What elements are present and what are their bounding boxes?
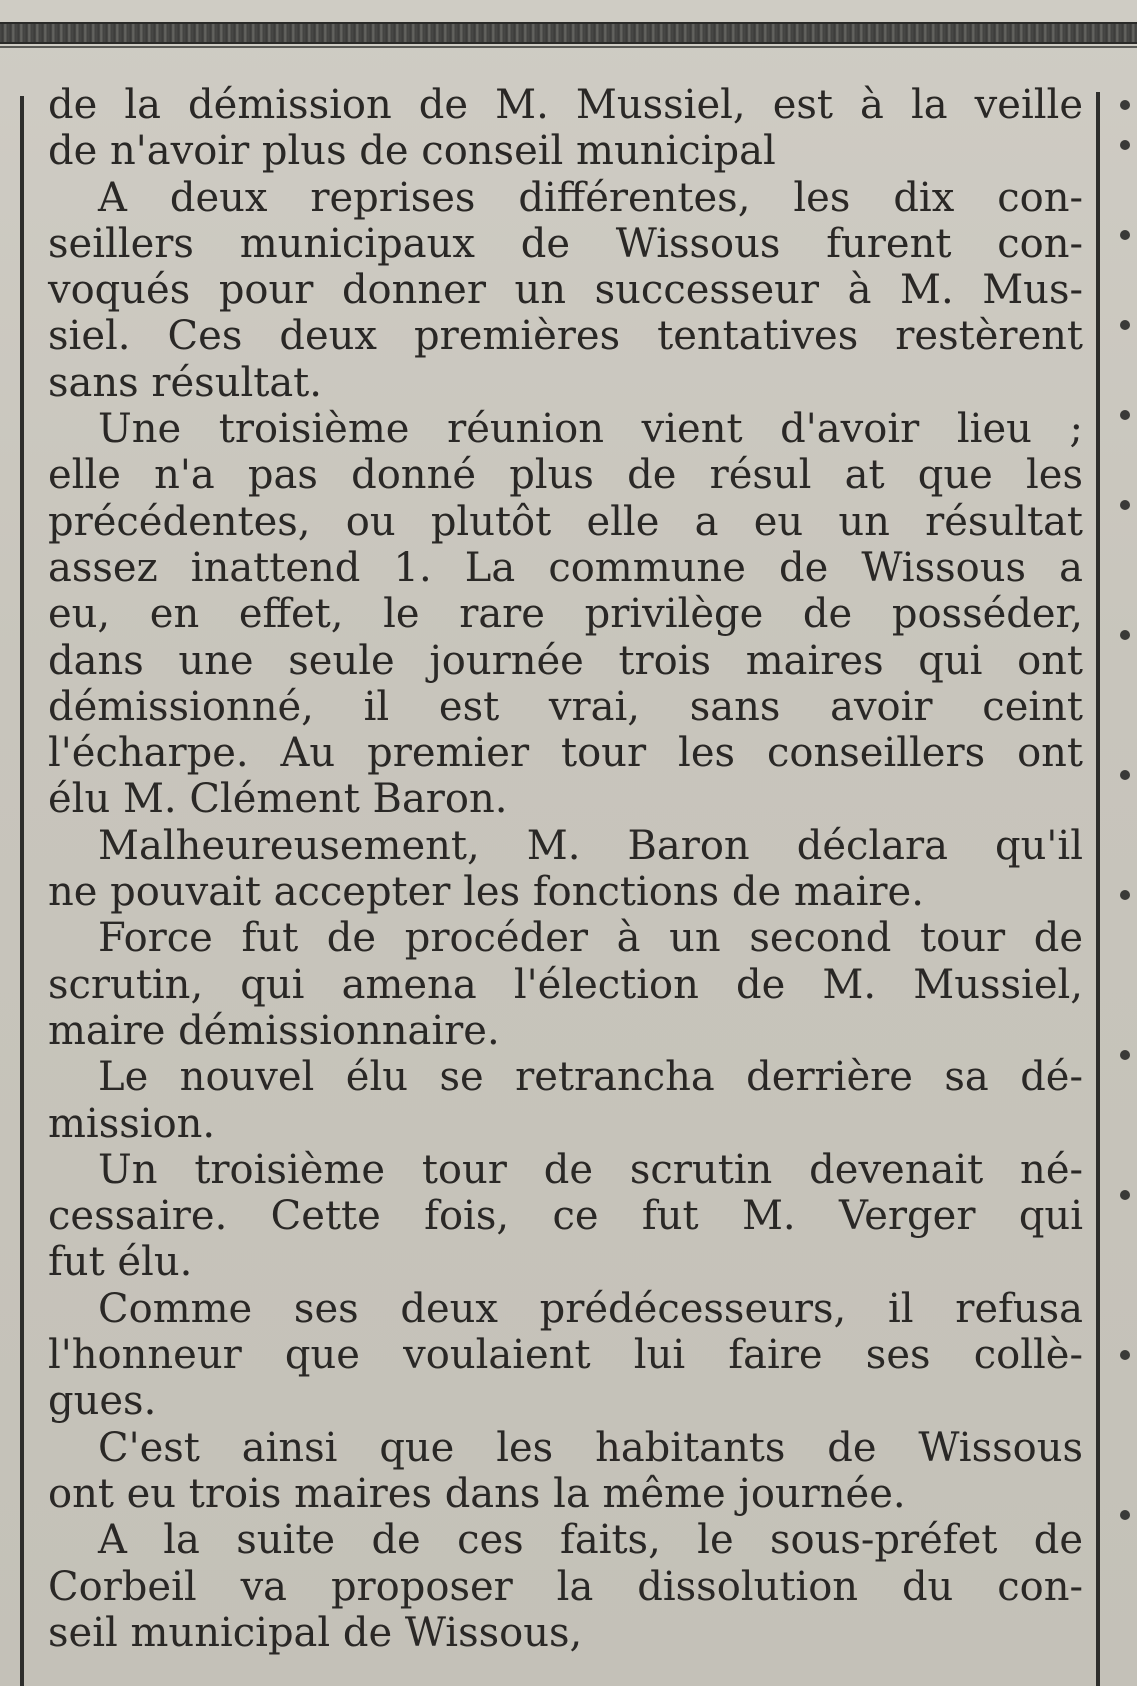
top-border-rule xyxy=(0,22,1137,44)
article-line: Comme ses deux prédécesseurs, il refusa xyxy=(98,1285,1083,1332)
article-line: l'honneur que voulaient lui faire ses collè- xyxy=(48,1332,1083,1379)
adjacent-text-fragment xyxy=(1120,1510,1130,1520)
article-line: l'écharpe. Au premier tour les conseillers ont xyxy=(48,730,1083,777)
article-line: sans résultat. xyxy=(48,359,322,406)
article-body xyxy=(48,82,1083,1656)
left-column-rule xyxy=(20,96,24,1686)
article-line: Force fut de procéder à un second tour de xyxy=(98,915,1083,962)
article-line: Une troisième réunion vient d'avoir lieu ; xyxy=(98,406,1083,453)
article-line: A la suite de ces faits, le sous-préfet de xyxy=(98,1517,1083,1564)
article-line: précédentes, ou plutôt elle a eu un résultat xyxy=(48,498,1083,545)
article-line: assez inattend 1. La commune de Wissous a xyxy=(48,544,1083,591)
article-line: élu M. Clément Baron. xyxy=(48,776,508,823)
adjacent-text-fragment xyxy=(1120,140,1130,150)
article-line: voqués pour donner un successeur à M. Mus- xyxy=(48,267,1083,314)
top-thin-rule xyxy=(0,46,1137,48)
article-line: de n'avoir plus de conseil municipal xyxy=(48,128,776,175)
article-line: démissionné, il est vrai, sans avoir ceint xyxy=(48,683,1083,730)
article-line: seil municipal de Wissous, xyxy=(48,1609,583,1656)
adjacent-text-fragment xyxy=(1120,1350,1130,1360)
article-line: scrutin, qui amena l'élection de M. Mussiel, xyxy=(48,961,1083,1008)
adjacent-text-fragment xyxy=(1120,770,1130,780)
adjacent-text-fragment xyxy=(1120,100,1130,110)
article-line: seillers municipaux de Wissous furent con- xyxy=(48,220,1083,267)
adjacent-text-fragment xyxy=(1120,890,1130,900)
article-line: eu, en effet, le rare privilège de posséder, xyxy=(48,591,1083,638)
article-line: elle n'a pas donné plus de résul at que les xyxy=(48,452,1083,499)
article-line: Malheureusement, M. Baron déclara qu'il xyxy=(98,822,1083,869)
adjacent-text-fragment xyxy=(1120,1050,1130,1060)
article-line: ne pouvait accepter les fonctions de maire. xyxy=(48,869,924,916)
article-line: ont eu trois maires dans la même journée. xyxy=(48,1470,906,1517)
article-line: dans une seule journée trois maires qui ont xyxy=(48,637,1083,684)
article-line: C'est ainsi que les habitants de Wissous xyxy=(98,1424,1083,1471)
article-line: Le nouvel élu se retrancha derrière sa dé- xyxy=(98,1054,1083,1101)
adjacent-text-fragment xyxy=(1120,410,1130,420)
article-line: Un troisième tour de scrutin devenait né- xyxy=(98,1146,1083,1193)
adjacent-text-fragment xyxy=(1120,500,1130,510)
article-line: maire démissionnaire. xyxy=(48,1007,500,1054)
adjacent-text-fragment xyxy=(1120,230,1130,240)
adjacent-text-fragment xyxy=(1120,1190,1130,1200)
article-line: mission. xyxy=(48,1100,216,1147)
article-line: siel. Ces deux premières tentatives restèrent xyxy=(48,313,1083,360)
adjacent-column-fragment xyxy=(1116,90,1137,1680)
article-line: cessaire. Cette fois, ce fut M. Verger qui xyxy=(48,1193,1083,1240)
article-line: fut élu. xyxy=(48,1239,193,1286)
article-line: de la démission de M. Mussiel, est à la veille xyxy=(48,82,1083,128)
right-column-rule xyxy=(1096,92,1100,1686)
article-line: A deux reprises différentes, les dix con- xyxy=(98,174,1083,221)
adjacent-text-fragment xyxy=(1120,320,1130,330)
article-line: Corbeil va proposer la dissolution du con- xyxy=(48,1563,1083,1610)
adjacent-text-fragment xyxy=(1120,630,1130,640)
article-line: gues. xyxy=(48,1378,157,1425)
